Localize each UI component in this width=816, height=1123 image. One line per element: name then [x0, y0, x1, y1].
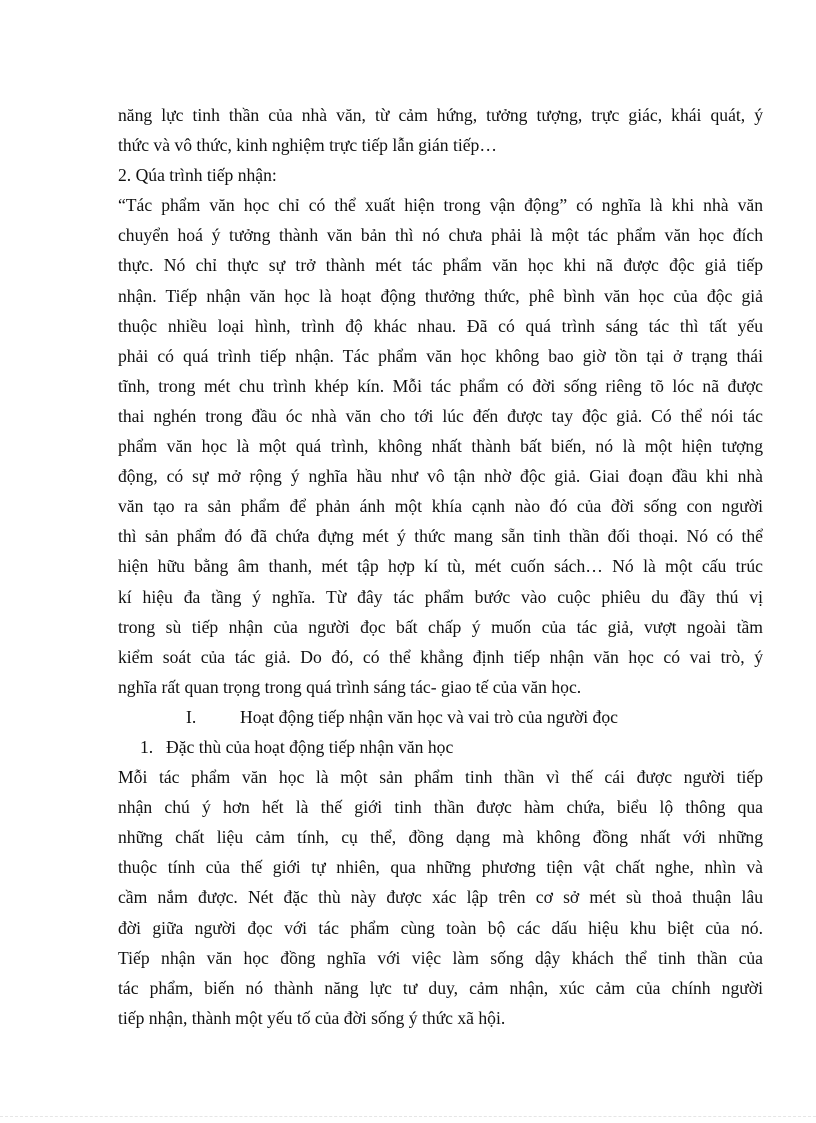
text-line: tiếp nhận, thành một yếu tố của đời sống ý thức xã hội.	[118, 1007, 506, 1028]
text-line: trong sù tiếp nhận của người đọc bất chấp ý muốn của tác giả, vượt ngoài tầm	[118, 616, 763, 637]
text-line: những chất liệu cảm tính, cụ thể, đồng dạng mà không đồng nhất với những	[118, 827, 763, 848]
document-body	[118, 100, 763, 1033]
section-heading	[118, 702, 763, 732]
text-line: kiểm soát của tác giả. Do đó, có thể khẳng định tiếp nhận văn học có vai trò, ý	[118, 646, 763, 667]
text-line: Tiếp nhận văn học đồng nghĩa với việc làm sống dậy khách thể tinh thần của	[118, 947, 763, 968]
text-line: chuyển hoá ý tưởng thành văn bản thì nó chưa phải là một tác phẩm văn học đích	[118, 225, 763, 246]
section-heading-number: I.	[186, 706, 197, 727]
subheading-number: 1.	[140, 736, 154, 757]
subheading-title: Đặc thù của hoạt động tiếp nhận văn học	[166, 736, 454, 757]
text-line: thuộc tính của thế giới tự nhiên, qua những phương tiện vật chất nghe, nhìn và	[118, 857, 763, 878]
text-line: năng lực tinh thần của nhà văn, từ cảm hứng, tưởng tượng, trực giác, khái quát, ý	[118, 105, 763, 125]
text-line: nhận chú ý hơn hết là thế giới tinh thần được hàm chứa, biểu lộ thông qua	[118, 797, 763, 818]
text-line: tác phẩm, biến nó thành năng lực tư duy, cảm nhận, xúc cảm của chính người	[118, 977, 763, 998]
page-bottom-divider	[0, 1116, 816, 1117]
text-line: tĩnh, trong mét chu trình khép kín. Mỗi tác phẩm có đời sống riêng tõ lóc nã được	[118, 375, 763, 396]
text-line: nhận. Tiếp nhận văn học là hoạt động thưởng thức, phê bình văn học của độc giả	[118, 285, 763, 306]
text-line: thực. Nó chỉ thực sự trở thành mét tác phẩm văn học khi nã được độc giả tiếp	[118, 255, 763, 276]
text-line: thì sản phẩm đó đã chứa đựng mét ý thức mang sẵn tinh thần đối thoại. Nó có thể	[118, 526, 763, 547]
text-line: phẩm văn học là một quá trình, không nhất thành bất biến, nó là một hiện tượng	[118, 436, 763, 457]
text-line: kí hiệu đa tầng ý nghĩa. Từ đây tác phẩm bước vào cuộc phiêu du đầy thú vị	[118, 586, 763, 607]
text-line: Mỗi tác phẩm văn học là một sản phẩm tinh thần vì thế cái được người tiếp	[118, 767, 763, 788]
text-line: nghĩa rất quan trọng trong quá trình sáng tác- giao tế của văn học.	[118, 676, 582, 697]
subheading	[118, 732, 763, 762]
text-line: phải có quá trình tiếp nhận. Tác phẩm văn học không bao giờ tồn tại ở trạng thái	[118, 345, 763, 366]
text-line: “Tác phẩm văn học chỉ có thể xuất hiện trong vận động” có nghĩa là khi nhà văn	[118, 195, 763, 216]
text-line: thức và vô thức, kinh nghiệm trực tiếp lẫn gián tiếp…	[118, 135, 497, 156]
text-line: hiện hữu bằng âm thanh, mét tập hợp kí tù, mét cuốn sách… Nó là một cấu trúc	[118, 556, 763, 577]
text-line: đời giữa người đọc với tác phẩm cùng toàn bộ các dấu hiệu khu biệt của nó.	[118, 917, 763, 938]
text-line: động, có sự mở rộng ý nghĩa hầu như vô tận nhờ độc giả. Giai đoạn đầu khi nhà	[118, 466, 763, 487]
text-line: thuộc nhiều loại hình, trình độ khác nhau. Đã có quá trình sáng tác thì tất yếu	[118, 315, 763, 336]
text-line: thai nghén trong đầu óc nhà văn cho tới lúc đến được tay độc giả. Có thể nói tác	[118, 405, 763, 426]
text-line: cầm nắm được. Nét đặc thù này được xác lập trên cơ sở mét sù thoả thuận lâu	[118, 887, 763, 908]
text-line: văn tạo ra sản phẩm để phản ánh một khía cạnh nào đó của đời sống con người	[118, 496, 763, 517]
section-2-heading: 2. Qúa trình tiếp nhận:	[118, 165, 277, 186]
section-heading-title: Hoạt động tiếp nhận văn học và vai trò của người đọc	[240, 706, 618, 727]
